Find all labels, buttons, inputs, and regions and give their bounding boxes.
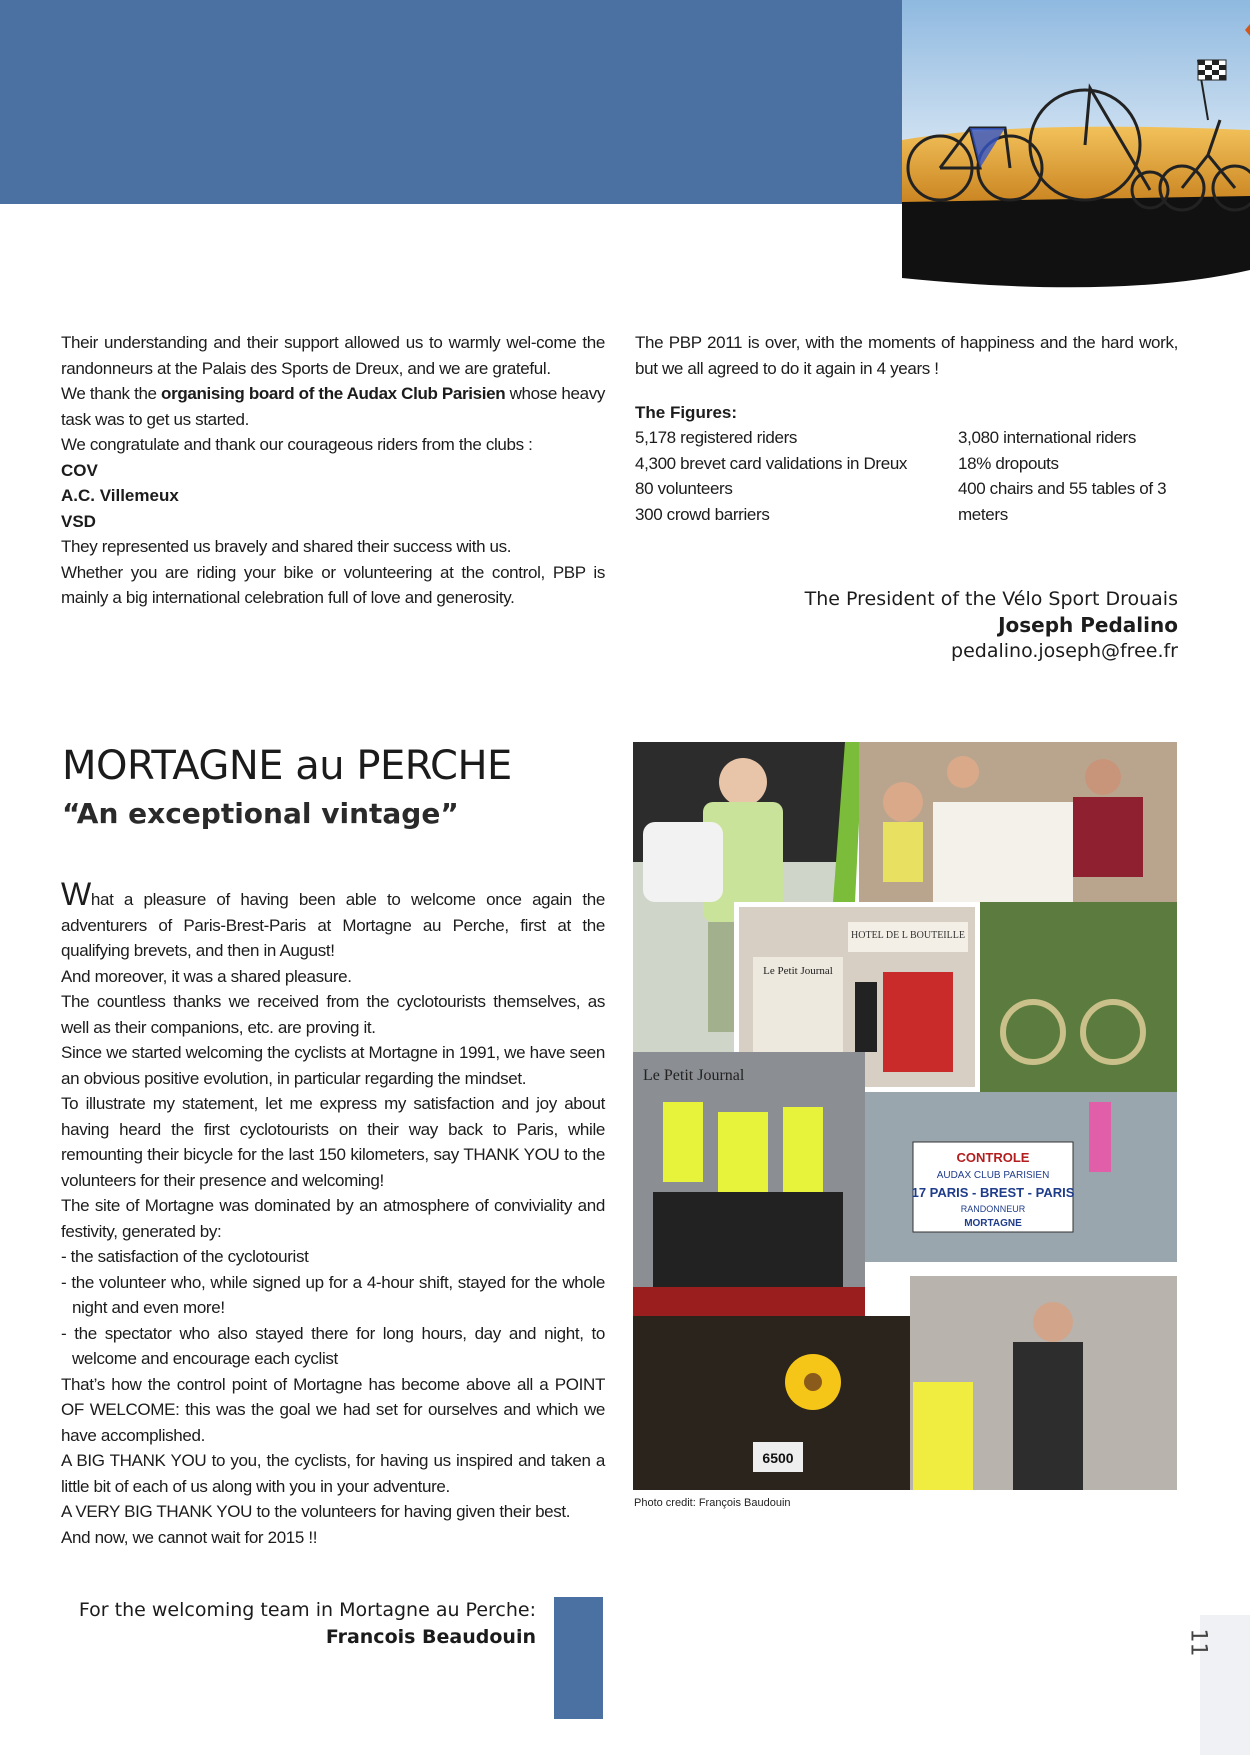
figure-item: 5,178 registered riders <box>635 428 798 447</box>
signature-role: For the welcoming team in Mortagne au Perche: <box>78 1599 536 1621</box>
le-petit-journal-text: Le Petit Journal <box>643 1067 745 1084</box>
bicycles-banner-illustration <box>820 0 1250 302</box>
thanks-paragraph: We thank the organising board of the Audax Club Parisien whose heavy task was to get us started. <box>61 384 606 429</box>
drop-cap: W <box>61 876 91 912</box>
photo-credit: Photo credit: François Baudouin <box>634 1497 791 1509</box>
figure-item: 400 chairs and 55 tables of 3 meters <box>958 479 1167 524</box>
article-paragraph: A BIG THANK YOU to you, the cyclists, for having us inspired and taken a little bit of each of us along with you in your adventure. <box>61 1451 605 1496</box>
figure-item: 3,080 international riders <box>958 428 1137 447</box>
hotel-sign-text: HOTEL DE L BOUTEILLE <box>851 930 965 941</box>
article-paragraph: What a pleasure of having been able to welcome once again the adventurers of Paris-Brest-Paris at Mortagne au Perche, first at the qualifying brevets, and then in August! <box>61 876 605 960</box>
celebration-paragraph: Whether you are riding your bike or volunteering at the control, PBP is mainly a big international celebration full of love and generosity. <box>61 562 605 607</box>
article-paragraph: To illustrate my statement, let me express my satisfaction and joy about having heard the first cyclotourists on their way back to Paris, while remounting their bicycle for the last 150 kilometers, say THANK YOU to the volunteers for their presence and welcoming! <box>61 1094 605 1190</box>
article-paragraph: A VERY BIG THANK YOU to the volunteers for having given their best. <box>61 1502 571 1521</box>
list-item: - the volunteer who, while signed up for a 4-hour shift, stayed for the whole night and even more! <box>61 1272 605 1317</box>
bib-number-text: 6500 <box>762 1450 794 1466</box>
article-paragraph: And moreover, it was a shared pleasure. <box>61 966 352 986</box>
banner-event-text: 17 PARIS - BREST - PARIS <box>911 1185 1075 1200</box>
article-subtitle: “An exceptional vintage” <box>62 797 459 830</box>
signature-name: Francois Beaudouin <box>325 1626 536 1648</box>
figure-item: 4,300 brevet card validations in Dreux <box>635 453 908 473</box>
article-paragraph: Since we started welcoming the cyclists at Mortagne in 1991, we have seen an obvious positive evolution, in particular regarding the mindset. <box>61 1043 605 1088</box>
figures-grid <box>635 425 1178 527</box>
congratulate-paragraph: We congratulate and thank our courageous riders from the clubs : <box>61 435 533 454</box>
article-body <box>61 876 605 1550</box>
figure-item: 80 volunteers <box>635 479 733 498</box>
banner-town-text: MORTAGNE <box>964 1218 1022 1229</box>
list-item: - the satisfaction of the cyclotourist <box>61 1247 309 1266</box>
decorative-blue-block <box>554 1597 603 1719</box>
signature-role: The President of the Vélo Sport Drouais <box>804 588 1178 610</box>
intro-paragraph: Their understanding and their support allowed us to warmly wel-come the randonneurs at the Palais des Sports de Dreux, and we are grateful. <box>61 333 605 378</box>
article-title: MORTAGNE au PERCHE <box>62 743 512 789</box>
list-item: - the spectator who also stayed there for long hours, day and night, to welcome and encourage each cyclist <box>61 1323 605 1368</box>
organiser-name: organising board of the Audax Club Parisien <box>161 384 506 403</box>
article-paragraph: The countless thanks we received from the cyclotourists themselves, as well as their companions, etc. are proving it. <box>61 992 605 1037</box>
page-number: 11 <box>1185 1628 1211 1657</box>
figure-item: 300 crowd barriers <box>635 504 770 524</box>
article-paragraph: That’s how the control point of Mortagne has become above all a POINT OF WELCOME: this was the goal we had set for ourselves and which we have accomplished. <box>61 1374 605 1445</box>
figure-item: 18% dropouts <box>958 453 1059 473</box>
figures-left-list <box>635 425 958 527</box>
collage-photos <box>633 742 1177 1490</box>
figures-block <box>635 330 1178 527</box>
signature-name: Joseph Pedalino <box>998 613 1178 637</box>
pbp-over-paragraph: The PBP 2011 is over, with the moments of happiness and the hard work, but we all agreed to do it again in 4 years ! <box>635 333 1178 378</box>
welcoming-team-signature <box>60 1597 536 1651</box>
club-name: A.C. Villemeux <box>61 486 179 505</box>
signature-email: pedalino.joseph@free.fr <box>951 640 1178 662</box>
figures-right-list <box>958 425 1178 527</box>
represented-paragraph: They represented us bravely and shared their success with us. <box>61 537 512 556</box>
club-name: COV <box>61 460 98 480</box>
banner-controle-text: CONTROLE <box>956 1150 1030 1165</box>
figures-title: The Figures: <box>635 403 738 422</box>
photo-collage <box>633 742 1177 1490</box>
club-name: VSD <box>61 511 96 531</box>
banner-rando-text: RANDONNEUR <box>960 1204 1026 1214</box>
header-color-band <box>0 0 902 204</box>
banner-club-text: AUDAX CLUB PARISIEN <box>936 1170 1050 1181</box>
le-petit-journal-text: Le Petit Journal <box>763 965 833 977</box>
article-paragraph: The site of Mortagne was dominated by an atmosphere of conviviality and festivity, generated by: <box>61 1196 605 1241</box>
president-signature <box>635 586 1178 664</box>
intro-text-block <box>61 330 605 611</box>
article-paragraph: And now, we cannot wait for 2015 !! <box>61 1527 318 1547</box>
